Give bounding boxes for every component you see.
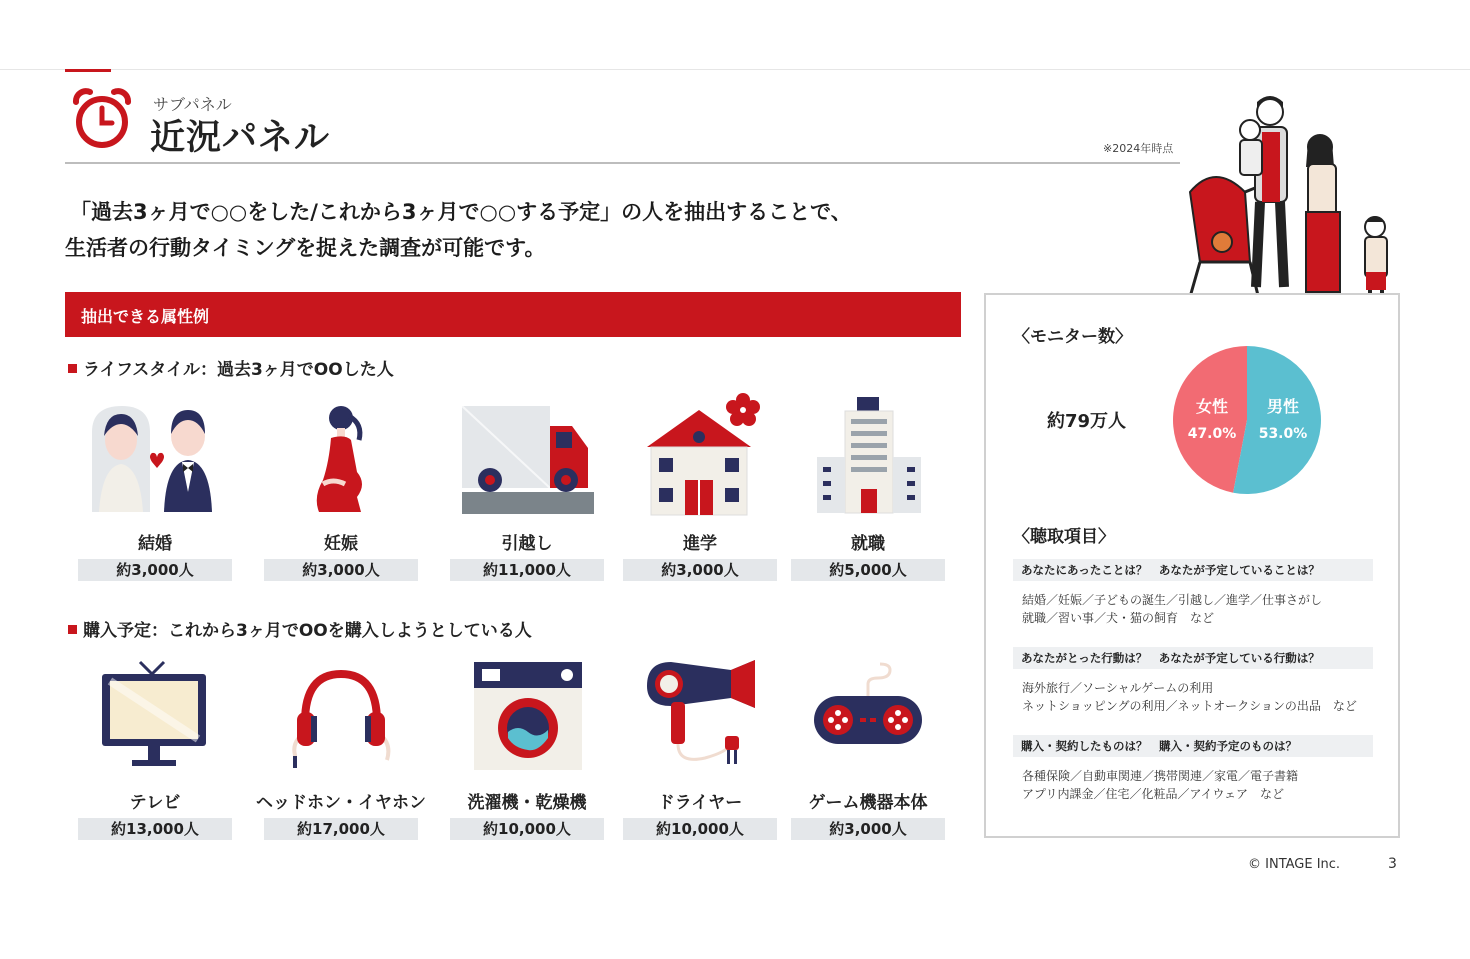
count-dryer: 約10,000人 bbox=[623, 818, 777, 840]
question-bar-purchases: 購入・契約したものは？ 購入・契約予定のものは？ bbox=[1013, 735, 1373, 757]
count-pregnancy: 約3,000人 bbox=[264, 559, 418, 581]
as-of-note: ※2024年時点 bbox=[1103, 142, 1174, 155]
count-tv: 約13,000人 bbox=[78, 818, 232, 840]
pregnant-woman-icon bbox=[305, 402, 375, 521]
female-label: 女性 bbox=[1195, 397, 1229, 416]
count-headphones: 約17,000人 bbox=[264, 818, 418, 840]
purchase-heading bbox=[68, 616, 532, 641]
bullet-square-icon bbox=[68, 625, 77, 634]
label-school: 進学 bbox=[683, 534, 717, 554]
label-game-console: ゲーム機器本体 bbox=[808, 793, 928, 813]
washing-machine-icon bbox=[472, 660, 584, 776]
detail-line: 各種保険／自動車関連／携帯関連／家電／電子書籍 bbox=[1022, 769, 1299, 783]
detail-line: 海外旅行／ソーシャルゲームの利用 bbox=[1022, 681, 1214, 695]
copyright: © INTAGE Inc. bbox=[1248, 857, 1341, 872]
accent-tick bbox=[65, 69, 111, 72]
school-building-icon bbox=[645, 392, 770, 521]
gender-pie-chart bbox=[1172, 345, 1322, 499]
office-building-icon bbox=[815, 395, 925, 519]
detail-line: ネットショッピングの利用／ネットオークションの出品 など bbox=[1022, 699, 1357, 713]
alarm-clock-icon bbox=[70, 88, 134, 156]
lead-line-2: 生活者の行動タイミングを捉えた調査が可能です。 bbox=[65, 236, 546, 260]
count-marriage: 約3,000人 bbox=[78, 559, 232, 581]
page-number: 3 bbox=[1388, 856, 1397, 872]
count-moving: 約11,000人 bbox=[450, 559, 604, 581]
top-divider bbox=[0, 69, 1470, 70]
wedding-couple-icon bbox=[84, 402, 224, 521]
detail-line: アプリ内課金／住宅／化粧品／アイウェア など bbox=[1022, 787, 1284, 801]
label-washer: 洗濯機・乾燥機 bbox=[467, 793, 587, 813]
game-controller-icon bbox=[812, 660, 924, 754]
attributes-banner bbox=[65, 292, 961, 337]
label-tv: テレビ bbox=[129, 793, 181, 813]
question-bar-events: あなたにあったことは？ あなたが予定していることは？ bbox=[1013, 559, 1373, 581]
question-detail-purchases bbox=[1022, 767, 1298, 803]
page-title: 近況パネル bbox=[150, 118, 331, 158]
bullet-square-icon bbox=[68, 364, 77, 373]
label-dryer: ドライヤー bbox=[657, 793, 743, 813]
lifestyle-heading-text: ライフスタイル：過去3ヶ月でOOした人 bbox=[83, 360, 394, 380]
page-subtitle: サブパネル bbox=[153, 95, 232, 114]
banner-label: 抽出できる属性例 bbox=[81, 307, 210, 326]
headphones-icon bbox=[285, 660, 397, 776]
label-employment: 就職 bbox=[851, 534, 885, 554]
purchase-heading-text: 購入予定：これから3ヶ月でOOを購入しようとしている人 bbox=[83, 621, 532, 641]
monitor-heading: 〈モニター数〉 bbox=[1013, 327, 1132, 347]
female-percent: 47.0% bbox=[1187, 426, 1237, 442]
question-detail-actions bbox=[1022, 679, 1357, 715]
detail-line: 結婚／妊娠／子どもの誕生／引越し／進学／仕事さがし bbox=[1022, 593, 1323, 607]
header-divider bbox=[65, 162, 1180, 164]
pie-slice-female bbox=[1173, 346, 1247, 493]
monitor-total: 約79万人 bbox=[1047, 411, 1127, 432]
question-detail-events bbox=[1022, 591, 1322, 627]
label-moving: 引越し bbox=[501, 534, 553, 554]
lead-line-1: 「過去3ヶ月で○○をした/これから3ヶ月で○○する予定」の人を抽出することで、 bbox=[70, 200, 852, 224]
label-headphones: ヘッドホン・イヤホン bbox=[256, 793, 426, 813]
label-pregnancy: 妊娠 bbox=[324, 534, 358, 554]
count-school: 約3,000人 bbox=[623, 559, 777, 581]
count-game-console: 約3,000人 bbox=[791, 818, 945, 840]
male-label: 男性 bbox=[1266, 397, 1300, 416]
lifestyle-heading bbox=[68, 355, 394, 380]
detail-line: 就職／習い事／犬・猫の飼育 など bbox=[1022, 611, 1215, 625]
question-bar-actions: あなたがとった行動は？ あなたが予定している行動は？ bbox=[1013, 647, 1373, 669]
questions-heading: 〈聴取項目〉 bbox=[1013, 527, 1115, 547]
count-employment: 約5,000人 bbox=[791, 559, 945, 581]
label-marriage: 結婚 bbox=[138, 534, 172, 554]
hair-dryer-icon bbox=[645, 660, 760, 776]
count-washer: 約10,000人 bbox=[450, 818, 604, 840]
male-percent: 53.0% bbox=[1258, 426, 1308, 442]
moving-truck-icon bbox=[460, 402, 595, 521]
tv-icon bbox=[100, 660, 208, 774]
